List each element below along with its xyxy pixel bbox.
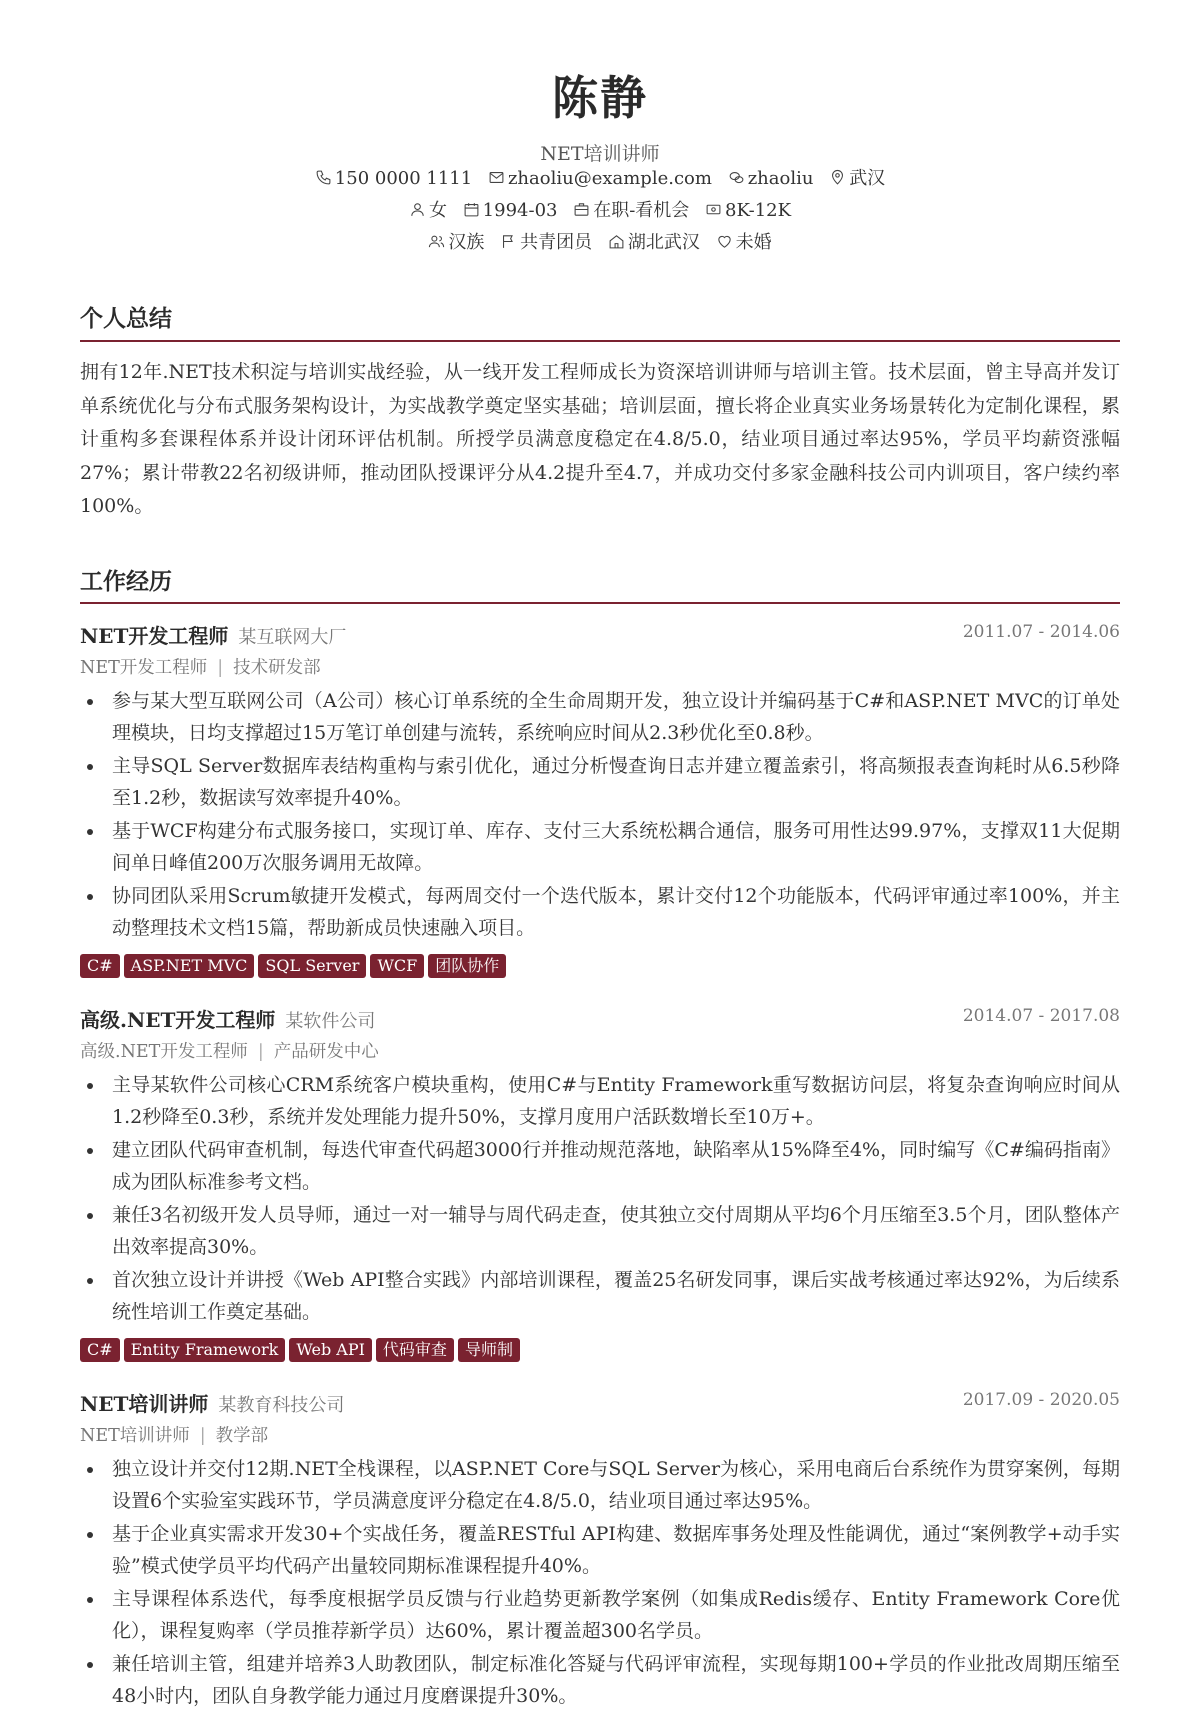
job-position: 高级.NET开发工程师 (80, 1042, 248, 1062)
job-department: 产品研发中心 (273, 1042, 379, 1062)
people-icon (428, 233, 445, 250)
job-header (80, 1388, 1120, 1418)
job-bullet: 协同团队采用Scrum敏捷开发模式，每两周交付一个迭代版本，累计交付12个功能版本，代码评审通过率100%，并主动整理技术文档15篇，帮助新成员快速融入项目。 (112, 880, 1120, 944)
skill-tags (80, 1338, 1120, 1364)
wechat-icon (728, 169, 745, 186)
gender-text: 女 (428, 200, 447, 221)
summary-divider (80, 340, 1120, 342)
summary-text: 拥有12年.NET技术积淀与培训实战经验，从一线开发工程师成长为资深培训讲师与培训主管。技术层面，曾主导高并发订单系统优化与分布式服务架构设计，为实战教学奠定坚实基础；培训层面，擅长将企业真实业务场景转化为定制化课程，累计重构多套课程体系并设计闭环评估机制。所授学员满意度稳定在4.8/5.0，结业项目通过率达95%，学员平均薪资涨幅27%；累计带教22名初级讲师，推动团队授课评分从4.2提升至4.7，并成功交付多家金融科技公司内训项目，客户续约率100%。 (80, 361, 1120, 517)
political-text: 共青团员 (520, 232, 593, 253)
phone-icon (315, 169, 332, 186)
marital-text: 未婚 (735, 232, 772, 253)
job-bullet: 首次独立设计并讲授《Web API整合实践》内部培训课程，覆盖25名研发同事，课后实战考核通过率达92%，为后续系统性培训工作奠定基础。 (112, 1264, 1120, 1328)
skill-tag: C# (80, 954, 120, 978)
mail-icon (488, 169, 505, 186)
birth-item (463, 200, 558, 221)
job-subtitle (80, 1420, 1120, 1453)
wechat-item[interactable] (728, 168, 814, 189)
skill-tag: Entity Framework (124, 1338, 286, 1362)
separator: | (217, 658, 224, 678)
separator: | (257, 1042, 264, 1062)
salary-text: 8K-12K (725, 200, 792, 221)
briefcase-icon (573, 201, 590, 218)
salary-item (705, 200, 791, 221)
job-bullet: 主导课程体系迭代，每季度根据学员反馈与行业趋势更新教学案例（如集成Redis缓存、Entity Framework Core优化），课程复购率（学员推荐新学员）达60%，累计覆盖超300名学员。 (112, 1583, 1120, 1647)
job-company: 某互联网大厂 (238, 627, 347, 648)
job-date: 2011.07 - 2014.06 (962, 622, 1120, 642)
job-bullet: 基于企业真实需求开发30+个实战任务，覆盖RESTful API构建、数据库事务处理及性能调优，通过“案例教学+动手实验”模式使学员平均代码产出量较同期标准课程提升40%。 (112, 1518, 1120, 1582)
skill-tag: 导师制 (458, 1338, 520, 1362)
location-icon (829, 169, 846, 186)
personal-info-row (0, 228, 1200, 254)
birth-text: 1994-03 (482, 200, 558, 221)
basic-info-row (0, 196, 1200, 222)
wechat-text: zhaoliu (747, 168, 814, 189)
job-bullets (80, 1069, 1120, 1328)
location-text: 武汉 (849, 168, 886, 189)
political-item (500, 228, 592, 254)
job-bullet: 主导SQL Server数据库表结构重构与索引优化，通过分析慢查询日志并建立覆盖索引，将高频报表查询耗时从6.5秒降至1.2秒，数据读写效率提升40%。 (112, 750, 1120, 814)
separator: | (199, 1426, 206, 1446)
skill-tag: WCF (370, 954, 424, 978)
skill-tag: Web API (289, 1338, 372, 1362)
job-bullet: 独立设计并交付12期.NET全栈课程，以ASP.NET Core与SQL Server为核心，采用电商后台系统作为贯穿案例，每期设置6个实验室实践环节，学员满意度评分稳定在4.8/5.0，结业项目通过率达95%。 (112, 1453, 1120, 1517)
job-date: 2017.09 - 2020.05 (962, 1390, 1120, 1410)
job-bullet: 参与某大型互联网公司（A公司）核心订单系统的全生命周期开发，独立设计并编码基于C#和ASP.NET MVC的订单处理模块，日均支撑超过15万笔订单创建与流转，系统响应时间从2.3秒优化至0.8秒。 (112, 685, 1120, 749)
job-position: NET开发工程师 (80, 658, 208, 678)
job-bullets (80, 685, 1120, 944)
phone-item[interactable] (315, 168, 472, 189)
ethnicity-item (428, 228, 484, 254)
user-icon (409, 201, 426, 218)
summary-section-title: 个人总结 (80, 305, 172, 332)
salary-icon (705, 201, 722, 218)
experience-section-title: 工作经历 (80, 568, 172, 595)
job-bullet: 主导某软件公司核心CRM系统客户模块重构，使用C#与Entity Framework重写数据访问层，将复杂查询响应时间从1.2秒降至0.3秒，系统并发处理能力提升50%，支撑月度用户活跃数增长至10万+。 (112, 1069, 1120, 1133)
email-item[interactable] (488, 168, 712, 189)
job-position: NET培训讲师 (80, 1426, 190, 1446)
job-bullet: 基于WCF构建分布式服务接口，实现订单、库存、支付三大系统松耦合通信，服务可用性达99.97%，支撑双11大促期间单日峰值200万次服务调用无故障。 (112, 815, 1120, 879)
gender-item (409, 196, 447, 222)
home-icon (608, 233, 625, 250)
location-item (829, 164, 885, 190)
job-company: 某教育科技公司 (218, 1395, 345, 1416)
email-text: zhaoliu@example.com (507, 168, 712, 189)
job-header (80, 1004, 1120, 1034)
candidate-title: NET培训讲师 (540, 143, 660, 165)
phone-text: 150 0000 1111 (334, 168, 473, 189)
flag-icon (500, 233, 517, 250)
ethnicity-text: 汉族 (448, 232, 485, 253)
calendar-icon (463, 201, 480, 218)
job-header (80, 620, 1120, 650)
job-bullets (80, 1453, 1120, 1712)
job-subtitle (80, 1036, 1120, 1069)
skill-tag: C# (80, 1338, 120, 1362)
skill-tag: ASP.NET MVC (124, 954, 255, 978)
job-department: 技术研发部 (233, 658, 321, 678)
job-bullet: 兼任培训主管，组建并培养3人助教团队，制定标准化答疑与代码评审流程，实现每期100+学员的作业批改周期压缩至48小时内，团队自身教学能力通过月度磨课提升30%。 (112, 1648, 1120, 1712)
job-bullet: 建立团队代码审查机制，每迭代审查代码超3000行并推动规范落地，缺陷率从15%降至4%，同时编写《C#编码指南》成为团队标准参考文档。 (112, 1134, 1120, 1198)
marital-item (716, 228, 772, 254)
hometown-item (608, 228, 700, 254)
skill-tag: 代码审查 (376, 1338, 454, 1362)
skill-tags (80, 954, 1120, 980)
skill-tag: SQL Server (258, 954, 366, 978)
candidate-name: 陈静 (552, 71, 648, 125)
skill-tag: 团队协作 (428, 954, 506, 978)
job-subtitle (80, 652, 1120, 685)
job-bullet: 兼任3名初级开发人员导师，通过一对一辅导与周代码走查，使其独立交付周期从平均6个月压缩至3.5个月，团队整体产出效率提高30%。 (112, 1199, 1120, 1263)
job-entry (80, 620, 1120, 980)
status-item (573, 196, 689, 222)
hometown-text: 湖北武汉 (627, 232, 700, 253)
job-entry (80, 1004, 1120, 1364)
status-text: 在职-看机会 (593, 200, 690, 221)
job-department: 教学部 (215, 1426, 269, 1446)
job-company: 某软件公司 (285, 1011, 376, 1032)
heart-icon (716, 233, 733, 250)
job-role: NET培训讲师 (80, 1392, 209, 1416)
job-entry (80, 1388, 1120, 1713)
contact-row (0, 164, 1200, 190)
job-date: 2014.07 - 2017.08 (962, 1006, 1120, 1026)
experience-divider (80, 602, 1120, 604)
job-role: NET开发工程师 (80, 624, 229, 648)
job-role: 高级.NET开发工程师 (80, 1008, 276, 1032)
